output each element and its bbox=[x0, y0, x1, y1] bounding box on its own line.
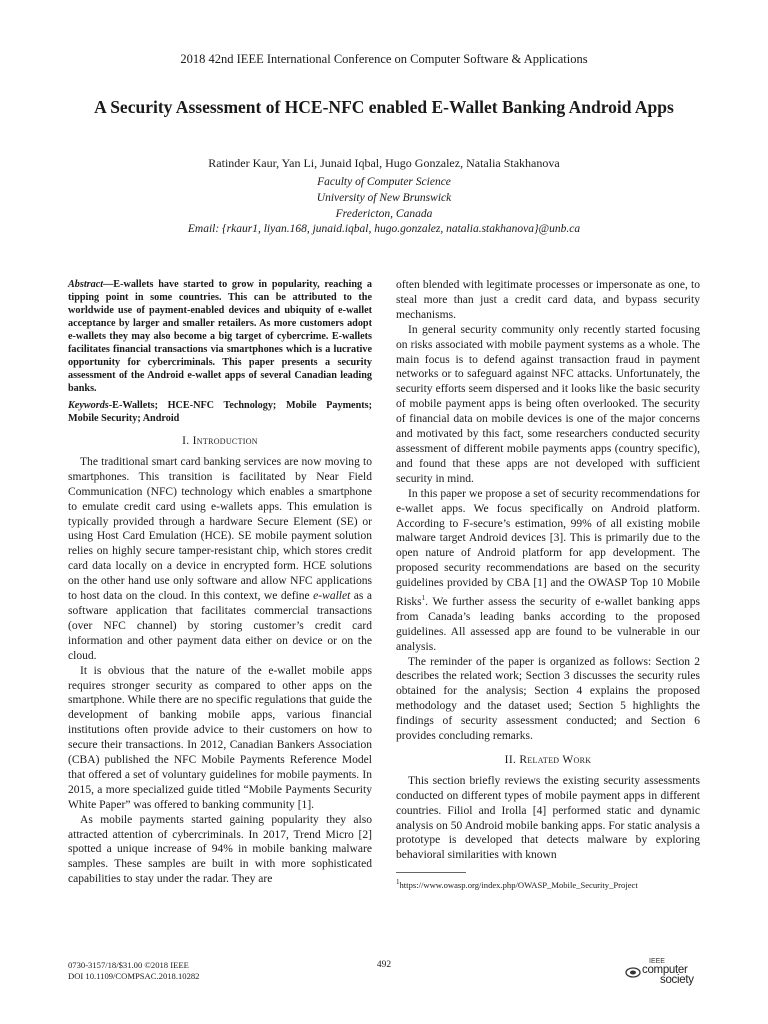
paragraph-text: The traditional smart card banking services are now moving to smartphones. This transition is facilitated by Near Field Communication (NFC) technology which enables a smartphone to emulate credit card using e-wallets apps. This emulation is typically provided through a hardware Secure Element (SE) or using Host Card Emulation (HCE). SE mobile payment solution relies on highly secure tamper-resistant chip, which stores credit card data locally on a device in encrypted form. HCE solutions on the other hand use only software and allow NFC applications to host data on the cloud. In this context, we define bbox=[68, 455, 372, 603]
left-column bbox=[68, 278, 372, 887]
related-paragraph-1: This section briefly reviews the existing security assessments conducted on different types of mobile payment apps in different countries. Filiol and Irolla [4] performed static and dynamic analysis on 50 Android mobile banking apps. For static analysis a prototype is developed that detects malware by exploring behavioral similarities with known bbox=[396, 774, 700, 862]
paper-title: A Security Assessment of HCE-NFC enabled E-Wallet Banking Android Apps bbox=[94, 97, 674, 117]
intro-paragraph-3: As mobile payments started gaining popularity they also attracted attention of cybercriminals. In 2017, Trend Micro [2] spotted a unique increase of 94% in mobile banking malware samples. These samples are built in with more sophisticated capabilities to stay under the radar. They are bbox=[68, 813, 372, 886]
logo-line-1: computer bbox=[642, 964, 688, 976]
intro-paragraph-1 bbox=[68, 455, 372, 664]
conference-header: 2018 42nd IEEE International Conference on Computer Software & Applications bbox=[180, 52, 588, 66]
ieee-computer-society-logo bbox=[620, 958, 712, 988]
abstract bbox=[68, 278, 372, 395]
logo-swoosh-icon bbox=[625, 967, 641, 978]
keywords bbox=[68, 399, 372, 425]
section-title: Introduction bbox=[192, 435, 258, 447]
issn-line: 0730-3157/18/$31.00 ©2018 IEEE bbox=[68, 960, 189, 970]
paragraph-text: as a software application that facilitates commercial transactions (over NFC channel) by storing customer’s credit card information and other payment data either on device or on the cloud. bbox=[68, 590, 372, 662]
intro-paragraph-5 bbox=[396, 487, 700, 655]
logo-line-2: society bbox=[660, 974, 694, 986]
footnote-marker: 1 bbox=[421, 594, 426, 603]
page-number: 492 bbox=[376, 960, 392, 970]
author-university: University of New Brunswick bbox=[316, 192, 452, 204]
right-column bbox=[396, 278, 700, 891]
abstract-text: —E-wallets have started to grow in popularity, reaching a tipping point in some countries. This can be attributed to the worldwide use of payment-enabled devices and ubiquity of e-wallet acceptance by larger and smaller retailers. As more customers adopt e-wallets they may also become a big target of cybercrime. E-wallets facilitates financial transactions via smartphones which is a lucrative opportunity for cybercriminals. This paper presents a security assessment of the Android e-wallet apps of several Canadian leading banks. bbox=[68, 279, 372, 394]
intro-paragraph-2: It is obvious that the nature of the e-wallet mobile apps requires stronger security as compared to other apps on the smartphone. While there are no specific regulations that guide the development of banking mobile apps, various financial institutions often provide advice to their customers on how to secure their transactions. In 2012, Canadian Bankers Association (CBA) published the NFC Mobile Payments Reference Model that offered a set of voluntary guidelines for mobile payments. In 2015, a more specialized guide titled “Mobile Payments Security White Paper” was offered to banking community [1]. bbox=[68, 664, 372, 811]
section-number: II. bbox=[504, 753, 520, 766]
emphasis-term: e-wallet bbox=[313, 590, 351, 603]
intro-paragraph-continued: often blended with legitimate processes or impersonate as one, to steal more than just a credit card data, and bypass security mechanisms. bbox=[396, 279, 700, 321]
author-faculty: Faculty of Computer Science bbox=[317, 176, 451, 188]
keywords-text: -E-Wallets; HCE-NFC Technology; Mobile Payments; Mobile Security; Android bbox=[68, 400, 372, 424]
author-names: Ratinder Kaur, Yan Li, Junaid Iqbal, Hugo Gonzalez, Natalia Stakhanova bbox=[208, 156, 560, 170]
footnote-link[interactable]: https://www.owasp.org/index.php/OWASP_Mobile_Security_Project bbox=[399, 880, 638, 891]
section-title: Related Work bbox=[519, 753, 592, 766]
author-email: Email: {rkaur1, liyan.168, junaid.iqbal, hugo.gonzalez, natalia.stakhanova}@unb.ca bbox=[187, 223, 581, 235]
section-heading-introduction bbox=[68, 434, 372, 449]
intro-paragraph-4: In general security community only recently started focusing on risks associated with mobile payment systems as a whole. The main focus is to defend against transaction fraud in payment networks or to safeguard against NFC attacks. Unfortunately, the security efforts seem dispersed and it looks like the basic security of mobile payment apps is being often overlooked. The security of financial data on mobile devices is one of the major concerns and motivated by this fact, some researchers conducted security assessment of different mobile payments apps (country specific), and found that these apps are not developed with sufficient security in mind. bbox=[396, 323, 700, 485]
footnote bbox=[396, 877, 700, 891]
footnote-divider bbox=[396, 872, 466, 873]
footnote-number: 1 bbox=[396, 878, 400, 887]
logo-ieee-text: IEEE bbox=[649, 958, 665, 965]
section-heading-related-work bbox=[396, 753, 700, 768]
section-number: I. bbox=[182, 435, 193, 447]
keywords-label: Keywords bbox=[68, 400, 109, 411]
intro-paragraph-6: The reminder of the paper is organized as follows: Section 2 describes the related work; Section 3 discusses the security rules obtained for the analysis; Section 4 explains the proposed methodology and the dataset used; Section 5 highlights the findings of security assessment conducted; and Section 6 provides concluding remarks. bbox=[396, 655, 700, 743]
abstract-label: Abstract bbox=[68, 279, 104, 290]
paragraph-text: . We further assess the security of e-wallet banking apps from Canada’s leading banks according to the proposed guidelines. All assessed app are found to be vulnerable in our analysis. bbox=[396, 595, 700, 653]
author-city: Fredericton, Canada bbox=[335, 208, 433, 220]
doi-line: DOI 10.1109/COMPSAC.2018.10282 bbox=[68, 970, 200, 981]
paragraph-text: In this paper we propose a set of security recommendations for e-wallet apps. We focus specifically on Android platform. According to F-secure’s estimation, 99% of all existing mobile malware target Android devices [3]. This is primarily due to the open nature of Android platform for app development. The proposed security recommendations are based on the security guidelines provided by CBA [1] and the OWASP Top 10 Mobile Risks bbox=[396, 487, 700, 608]
copyright-block bbox=[68, 960, 199, 981]
